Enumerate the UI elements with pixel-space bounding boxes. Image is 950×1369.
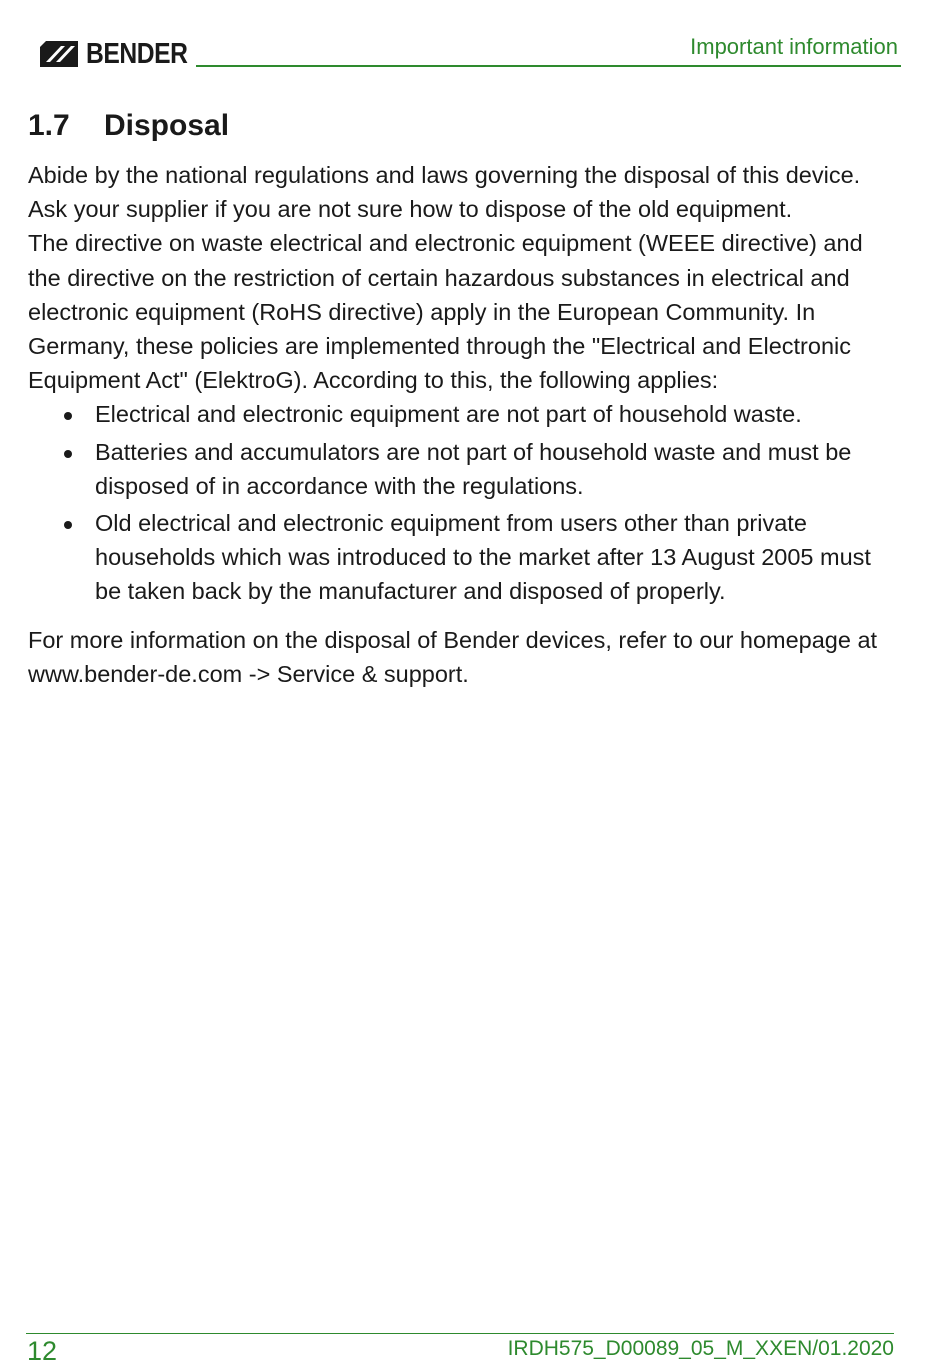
- heading-number: 1.7: [28, 109, 70, 142]
- page-header: [0, 0, 950, 80]
- bullet-icon: [64, 412, 72, 420]
- bullet-icon: [64, 450, 72, 458]
- section-title: Important information: [690, 34, 898, 59]
- list-item: [28, 506, 900, 609]
- paragraph-intro: Abide by the national regulations and laws governing the disposal of this device. Ask your supplier if you are not sure how to dispose of the old equipment.: [28, 162, 861, 223]
- brand-name: BENDER: [86, 38, 188, 70]
- heading-title: Disposal: [104, 109, 230, 142]
- list-item-text: Old electrical and electronic equipment from users other than private households which was introduced to the market after 13 August 2005 must be taken back by the manufacturer and disposed of properly.: [95, 510, 871, 605]
- footer-divider: [26, 1333, 894, 1334]
- paragraph-closing: For more information on the disposal of Bender devices, refer to our homepage at www.bender-de.com -> Service & support.: [28, 626, 878, 687]
- list-item: [28, 397, 900, 431]
- section-heading: [28, 106, 900, 146]
- page-content: [28, 106, 900, 691]
- bullet-list: [28, 397, 900, 608]
- list-item-text: Electrical and electronic equipment are not part of household waste.: [95, 401, 802, 428]
- list-item-text: Batteries and accumulators are not part of household waste and must be disposed of in accordance with the regulations.: [95, 438, 852, 499]
- list-item: [28, 435, 900, 503]
- header-divider: [196, 65, 901, 67]
- bender-logo-icon: [36, 37, 82, 71]
- bender-logo: [36, 36, 205, 72]
- paragraph-directive: The directive on waste electrical and electronic equipment (WEEE directive) and the directive on the restriction of certain hazardous substances in electrical and electronic equipment (RoHS directive) apply in the European Community. In Germany, these policies are implemented through the "Electrical and Electronic Equipment Act" (ElektroG). According to this, the following applies:: [28, 230, 863, 394]
- bullet-icon: [64, 521, 72, 529]
- document-code: IRDH575_D00089_05_M_XXEN/01.2020: [507, 1337, 894, 1360]
- page-number: 12: [27, 1336, 58, 1366]
